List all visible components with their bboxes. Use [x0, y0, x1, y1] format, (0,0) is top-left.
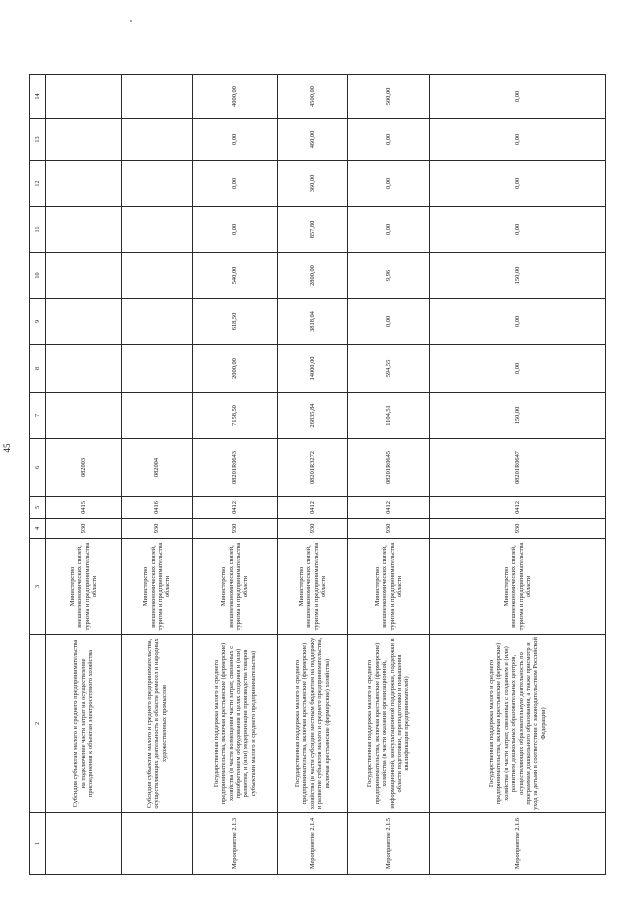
- grbs-code: 930: [46, 519, 122, 539]
- event-id: Мероприятие 2.1.5: [348, 813, 430, 875]
- executor: Министерство внешнеэкономических связей, туризма и предпринимательства области: [278, 539, 348, 635]
- col-num: 2: [30, 635, 46, 813]
- section-code: 0415: [46, 497, 122, 519]
- value-cell: 150,00: [430, 393, 606, 439]
- value-cell: 0,00: [430, 345, 606, 393]
- value-cell: [122, 119, 193, 161]
- value-cell: 500,00: [348, 75, 430, 119]
- col-num: 3: [30, 539, 46, 635]
- value-cell: [46, 393, 122, 439]
- value-cell: 360,00: [278, 161, 348, 207]
- executor: Министерство внешнеэкономических связей, туризма и предпринимательства области: [348, 539, 430, 635]
- value-cell: 26835,84: [278, 393, 348, 439]
- target-code: 08201R3272: [278, 439, 348, 497]
- event-name: Государственная поддержка малого и среднего предпринимательства, включая крестьянские (фермерские) хозяйства (в части затрат, связанных с созданием и (или) развитием дошкольных образовательных центров, осуществляющих образовательную деятельность по программам дошкольного образования, а также присмотр и уход за детьми в соответствии с законодательством Российской Федерации): [430, 635, 606, 813]
- value-cell: 0,00: [193, 119, 278, 161]
- value-cell: 618,50: [193, 299, 278, 345]
- value-cell: 0,00: [430, 75, 606, 119]
- value-cell: 460,00: [278, 119, 348, 161]
- value-cell: [122, 253, 193, 299]
- value-cell: [122, 299, 193, 345]
- section-code: 0412: [348, 497, 430, 519]
- section-code: 0412: [430, 497, 606, 519]
- col-num: 8: [30, 345, 46, 393]
- col-num: 1: [30, 813, 46, 875]
- target-code: 082003: [46, 439, 122, 497]
- event-id: Мероприятие 2.1.4: [278, 813, 348, 875]
- executor: Министерство внешнеэкономических связей, туризма и предпринимательства области: [193, 539, 278, 635]
- value-cell: 7158,50: [193, 393, 278, 439]
- table-row: [430, 75, 606, 875]
- scan-speck: [130, 20, 132, 22]
- page-number: 45: [2, 443, 12, 453]
- value-cell: 1104,51: [348, 393, 430, 439]
- event-name: Государственная поддержка малого и среднего предпринимательства, включая крестьянские (фермерские) хозяйства (в части возмещения части затрат, связанных с приобретением оборудования в целях создания и (или) развития, и (или) модернизации производства товаров субъектами малого и среднего предпринимательства): [193, 635, 278, 813]
- col-num: 9: [30, 299, 46, 345]
- program-table: [29, 74, 606, 875]
- value-cell: 2000,00: [193, 345, 278, 393]
- value-cell: [46, 299, 122, 345]
- value-cell: [46, 75, 122, 119]
- col-num: 4: [30, 519, 46, 539]
- rotated-table-page: [29, 75, 604, 875]
- value-cell: [122, 393, 193, 439]
- table-row: [278, 75, 348, 875]
- value-cell: 594,55: [348, 345, 430, 393]
- table-row: [122, 75, 193, 875]
- table-row: [193, 75, 278, 875]
- grbs-code: 930: [430, 519, 606, 539]
- value-cell: 857,80: [278, 207, 348, 253]
- col-num: 5: [30, 497, 46, 519]
- event-id: [46, 813, 122, 875]
- event-name: Государственная поддержка малого и среднего предпринимательства, включая крестьянские (фермерские) хозяйства (в части субсидии местным бюджетам на поддержку и развитие субъектов малого и среднего предпринимательства, включая крестьянские (фермерские) хозяйства): [278, 635, 348, 813]
- table-row: [348, 75, 430, 875]
- col-num: 11: [30, 207, 46, 253]
- value-cell: 4000,00: [193, 75, 278, 119]
- value-cell: [122, 75, 193, 119]
- column-number-row: [30, 75, 46, 875]
- grbs-code: 930: [348, 519, 430, 539]
- value-cell: 0,00: [348, 207, 430, 253]
- col-num: 14: [30, 75, 46, 119]
- section-code: 0416: [122, 497, 193, 519]
- value-cell: [46, 345, 122, 393]
- event-name: Субсидия субъектам малого и среднего предпринимательства на подключение части затрат на осуществление присоединения к объектам электросетевого хозяйства: [46, 635, 122, 813]
- value-cell: [46, 161, 122, 207]
- event-id: Мероприятие 2.1.6: [430, 813, 606, 875]
- value-cell: [46, 207, 122, 253]
- value-cell: 0,00: [193, 207, 278, 253]
- value-cell: 0,00: [193, 161, 278, 207]
- event-id: [122, 813, 193, 875]
- value-cell: 9,96: [348, 253, 430, 299]
- value-cell: 3818,04: [278, 299, 348, 345]
- value-cell: 0,00: [348, 299, 430, 345]
- value-cell: 0,00: [430, 119, 606, 161]
- value-cell: [46, 253, 122, 299]
- target-code: 08201R0647: [430, 439, 606, 497]
- target-code: 082004: [122, 439, 193, 497]
- executor: Министерство внешнеэкономических связей, туризма и предпринимательства области: [46, 539, 122, 635]
- value-cell: 4500,00: [278, 75, 348, 119]
- grbs-code: 930: [278, 519, 348, 539]
- grbs-code: 930: [122, 519, 193, 539]
- value-cell: 0,00: [348, 161, 430, 207]
- value-cell: 14000,00: [278, 345, 348, 393]
- event-name: Государственная поддержка малого и среднего предпринимательства, включая крестьянские (фермерские) хозяйства (в части оказания организационной, информационной, консультационной поддержки, поддержки в области подготовки, переподготовки и повышения квалификации предпринимателей): [348, 635, 430, 813]
- value-cell: 150,00: [430, 253, 606, 299]
- target-code: 08201R0645: [348, 439, 430, 497]
- value-cell: 0,00: [430, 161, 606, 207]
- target-code: 08201R0643: [193, 439, 278, 497]
- value-cell: [122, 207, 193, 253]
- value-cell: [122, 345, 193, 393]
- event-id: Мероприятие 2.1.3: [193, 813, 278, 875]
- value-cell: 0,00: [430, 207, 606, 253]
- col-num: 13: [30, 119, 46, 161]
- value-cell: 0,00: [348, 119, 430, 161]
- event-name: Субсидия субъектам малого и среднего предпринимательства, осуществляющих деятельность в области ремесел и народных художественных промыслов: [122, 635, 193, 813]
- col-num: 12: [30, 161, 46, 207]
- col-num: 6: [30, 439, 46, 497]
- value-cell: 2800,00: [278, 253, 348, 299]
- executor: Министерство внешнеэкономических связей, туризма и предпринимательства области: [430, 539, 606, 635]
- value-cell: 0,00: [430, 299, 606, 345]
- col-num: 10: [30, 253, 46, 299]
- grbs-code: 930: [193, 519, 278, 539]
- table-row: [46, 75, 122, 875]
- section-code: 0412: [278, 497, 348, 519]
- value-cell: [122, 161, 193, 207]
- value-cell: [46, 119, 122, 161]
- value-cell: 540,00: [193, 253, 278, 299]
- col-num: 7: [30, 393, 46, 439]
- executor: Министерство внешнеэкономических связей, туризма и предпринимательства области: [122, 539, 193, 635]
- section-code: 0412: [193, 497, 278, 519]
